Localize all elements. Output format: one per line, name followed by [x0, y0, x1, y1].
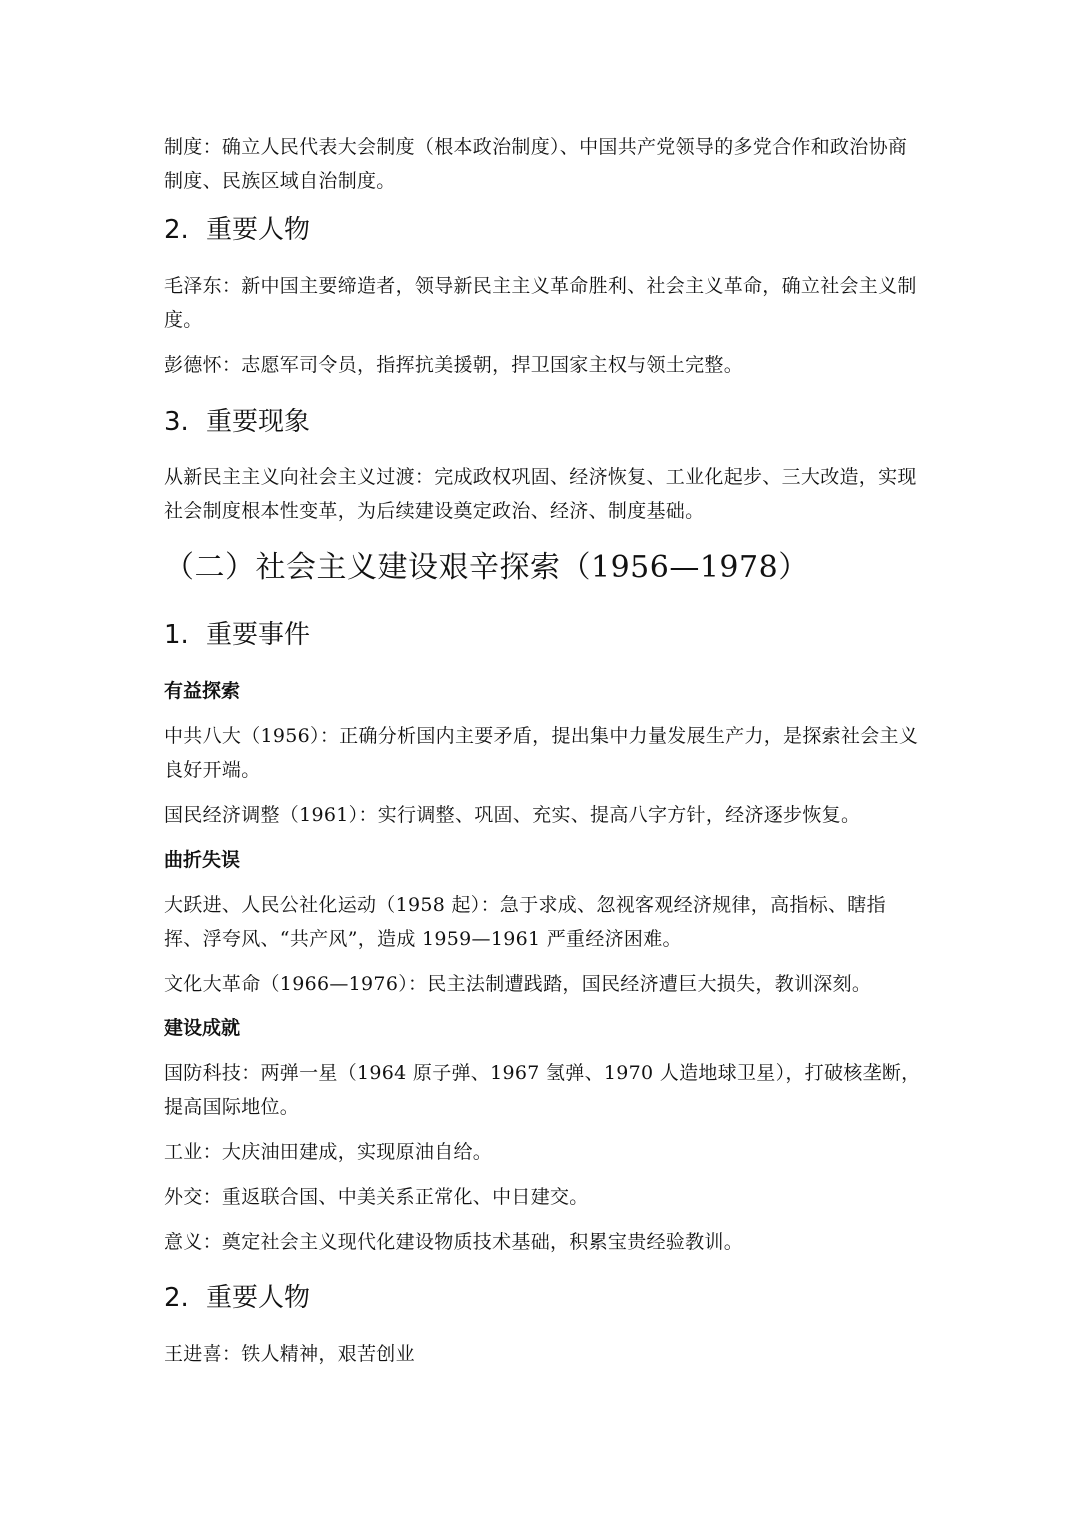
paragraph-diplomacy: 外交：重返联合国、中美关系正常化、中日建交。 [164, 1186, 589, 1208]
heading-text: 重要人物 [206, 1283, 311, 1313]
paragraph-political-system: 制度：确立人民代表大会制度（根本政治制度）、中国共产党领导的多党合作和政治协商制度、民族区域自治制度。 [164, 136, 908, 192]
paragraph-mao-zedong: 毛泽东：新中国主要缔造者，领导新民主主义革命胜利、社会主义革命，确立社会主义制度。 [164, 275, 917, 331]
heading-text: 重要现象 [206, 407, 311, 437]
heading-key-phenomena [164, 405, 924, 439]
subheading-achievements: 建设成就 [164, 1017, 241, 1039]
paragraph-significance: 意义：奠定社会主义现代化建设物质技术基础，积累宝贵经验教训。 [164, 1231, 744, 1253]
paragraph-cultural-revolution: 文化大革命（1966—1976）：民主法制遭践踏，国民经济遭巨大损失，教训深刻。 [164, 973, 872, 995]
paragraph-wang-jinxi: 王进喜：铁人精神，艰苦创业 [164, 1343, 415, 1365]
subheading-setbacks: 曲折失误 [164, 849, 241, 871]
paragraph-peng-dehuai: 彭德怀：志愿军司令员，指挥抗美援朝，捍卫国家主权与领土完整。 [164, 354, 744, 376]
heading-number: 2. [164, 215, 189, 245]
paragraph-defense-technology: 国防科技：两弹一星（1964 原子弹、1967 氢弹、1970 人造地球卫星），打破核垄断，提高国际地位。 [164, 1062, 921, 1118]
heading-key-figures [164, 213, 924, 247]
paragraph-great-leap: 大跃进、人民公社化运动（1958 起）：急于求成、忽视客观经济规律，高指标、瞎指挥、浮夸风、“共产风”，造成 1959—1961 严重经济困难。 [164, 894, 886, 950]
heading-key-events [164, 618, 924, 652]
paragraph-transition: 从新民主主义向社会主义过渡：完成政权巩固、经济恢复、工业化起步、三大改造，实现社会制度根本性变革，为后续建设奠定政治、经济、制度基础。 [164, 466, 917, 522]
heading-number: 2. [164, 1283, 189, 1313]
paragraph-eighth-congress: 中共八大（1956）：正确分析国内主要矛盾，提出集中力量发展生产力，是探索社会主义良好开端。 [164, 725, 919, 781]
subheading-beneficial-exploration: 有益探索 [164, 680, 241, 702]
section-heading-socialist-exploration: （二）社会主义建设艰辛探索（1956—1978） [164, 550, 809, 585]
heading-number: 3. [164, 407, 189, 437]
heading-text: 重要事件 [206, 620, 311, 650]
heading-key-figures-2 [164, 1281, 924, 1315]
heading-text: 重要人物 [206, 215, 311, 245]
paragraph-industry: 工业：大庆油田建成，实现原油自给。 [164, 1141, 493, 1163]
heading-number: 1. [164, 620, 189, 650]
paragraph-economic-adjustment: 国民经济调整（1961）：实行调整、巩固、充实、提高八字方针，经济逐步恢复。 [164, 804, 861, 826]
